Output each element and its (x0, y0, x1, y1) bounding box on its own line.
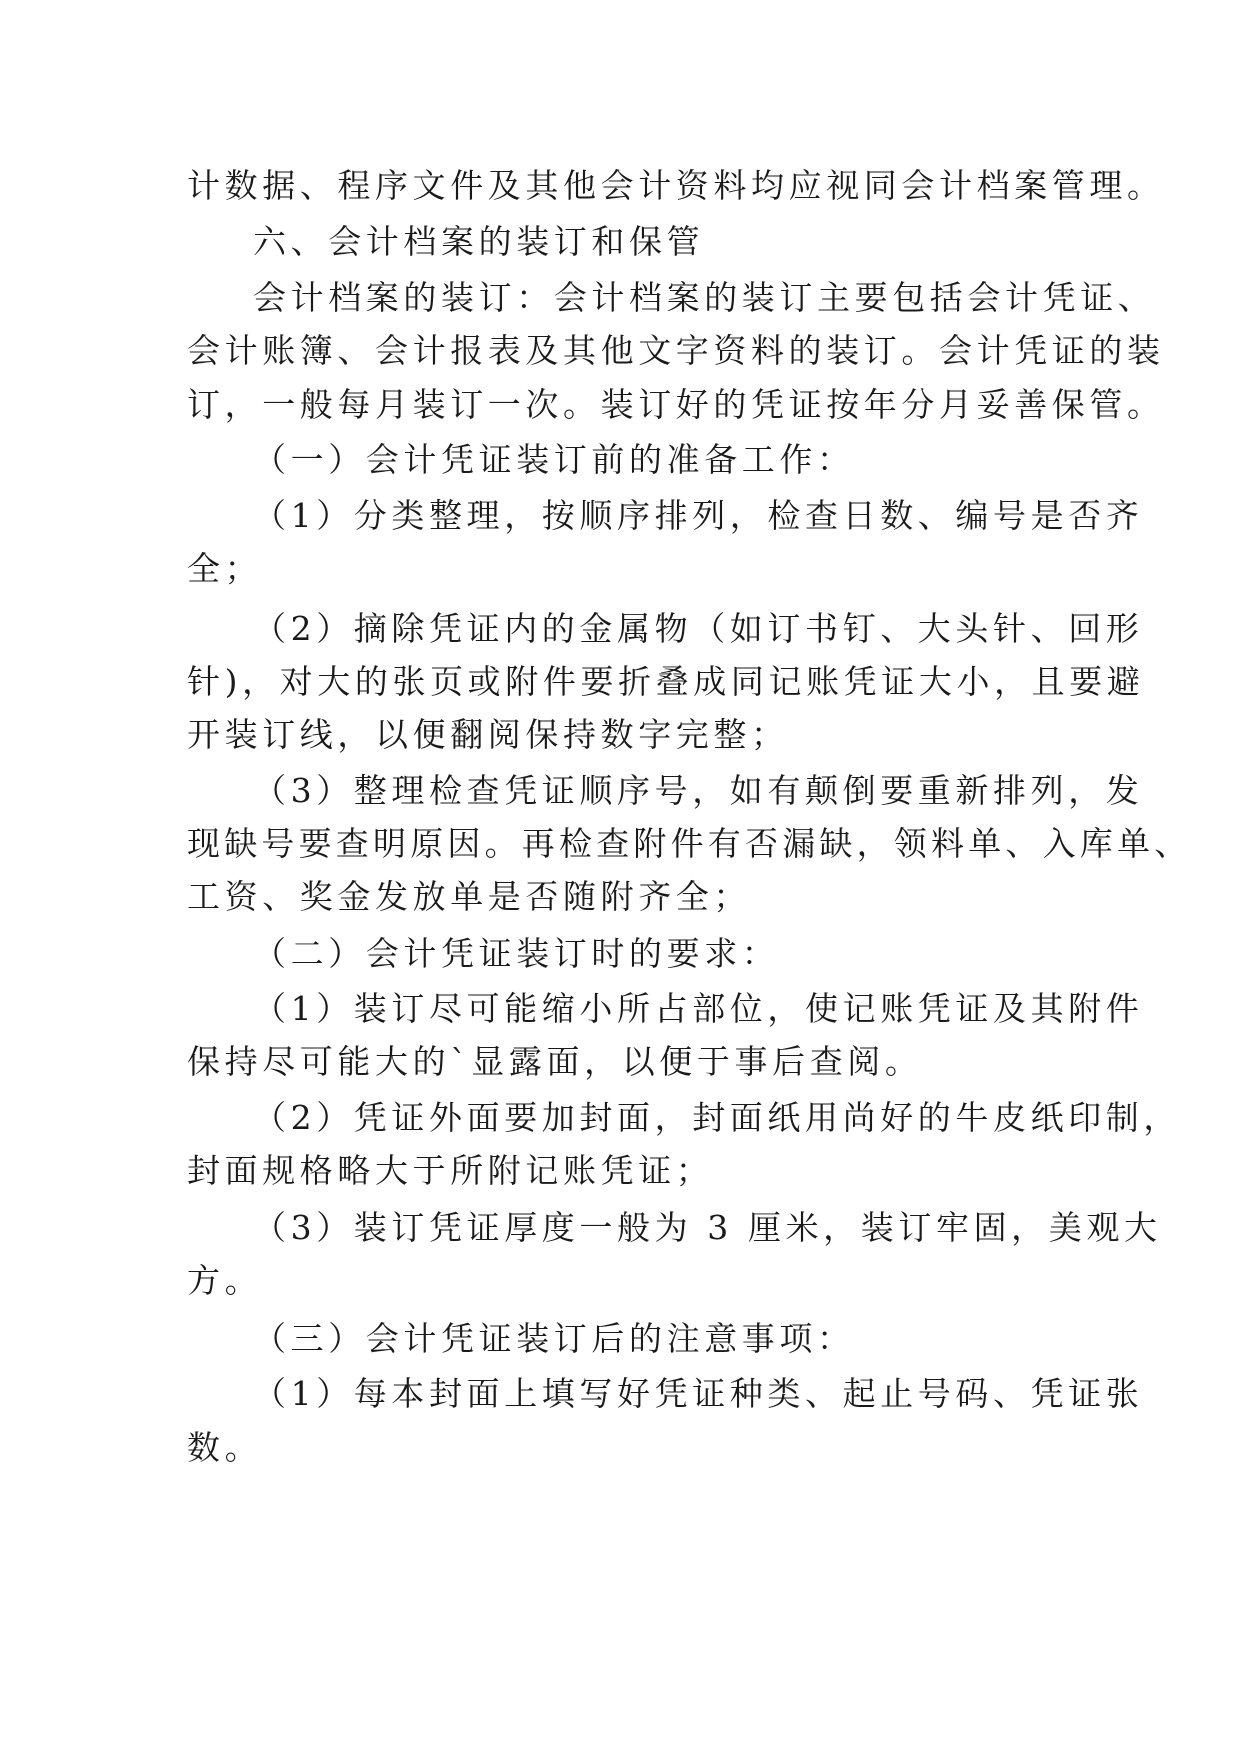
text-line: （1）每本封面上填写好凭证种类、起止号码、凭证张 (253, 1374, 1144, 1413)
text-line: 保持尽可能大的`显露面，以便于事后查阅。 (187, 1042, 923, 1081)
text-line: （2）凭证外面要加封面，封面纸用尚好的牛皮纸印制， (253, 1098, 1181, 1137)
text-line: 订，一般每月装订一次。装订好的凭证按年分月妥善保管。 (187, 385, 1165, 424)
text-line: 现缺号要查明原因。再检查附件有否漏缺，领料单、入库单、 (187, 824, 1192, 863)
text-line: 数。 (187, 1428, 263, 1467)
subsection-heading: （一）会计凭证装订前的准备工作： (253, 440, 855, 479)
text-line: （1）装订尽可能缩小所占部位，使记账凭证及其附件 (253, 989, 1144, 1028)
text-line: 计数据、程序文件及其他会计资料均应视同会计档案管理。 (187, 166, 1165, 205)
text-line: 会计账簿、会计报表及其他文字资料的装订。会计凭证的装 (187, 331, 1165, 370)
subsection-heading: （二）会计凭证装订时的要求： (253, 934, 780, 973)
text-line: 封面规格略大于所附记账凭证； (187, 1151, 714, 1190)
subsection-heading: （三）会计凭证装订后的注意事项： (253, 1319, 855, 1358)
section-heading: 六、会计档案的装订和保管 (253, 222, 705, 261)
text-line: 会计档案的装订：会计档案的装订主要包括会计凭证、 (253, 278, 1156, 317)
text-line: 针)，对大的张页或附件要折叠成同记账凭证大小，且要避 (187, 662, 1145, 701)
text-line: 工资、奖金发放单是否随附齐全； (187, 877, 751, 916)
text-line: （3）装订凭证厚度一般为 3 厘米，装订牢固，美观大 (253, 1208, 1162, 1247)
text-line: （2）摘除凭证内的金属物（如订书钉、大头针、回形 (253, 609, 1144, 648)
text-line: 开装订线，以便翻阅保持数字完整； (187, 715, 789, 754)
text-line: （1）分类整理，按顺序排列，检查日数、编号是否齐 (253, 496, 1144, 535)
text-line: 全； (187, 549, 263, 588)
text-line: （3）整理检查凭证顺序号，如有颠倒要重新排列，发 (253, 771, 1144, 810)
text-line: 方。 (187, 1261, 263, 1300)
